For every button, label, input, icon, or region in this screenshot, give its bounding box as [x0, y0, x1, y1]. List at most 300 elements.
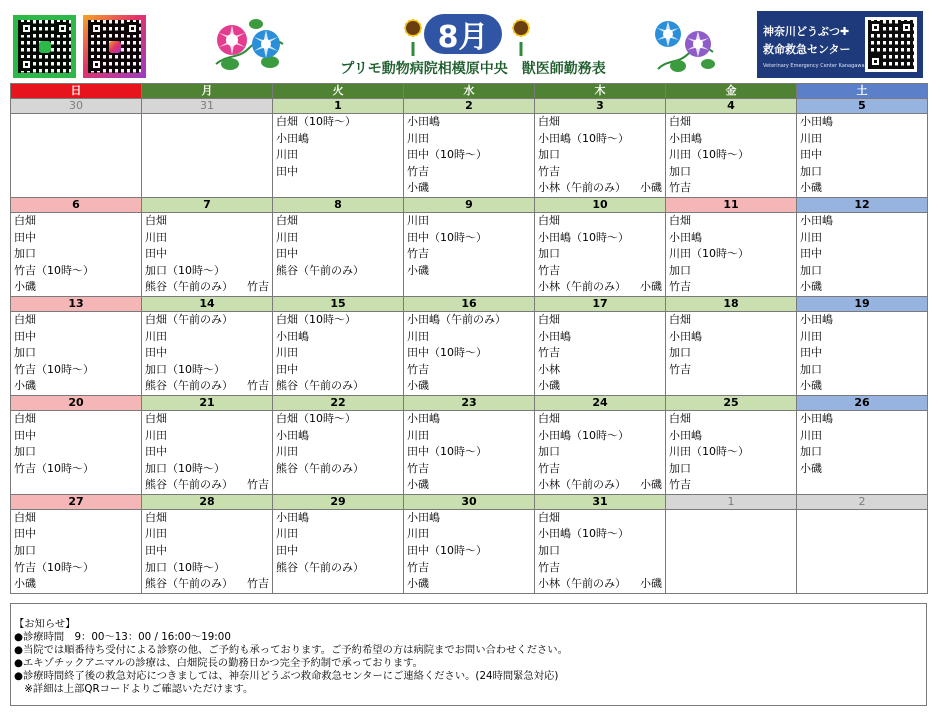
staff-name: 小磯 — [407, 478, 429, 492]
staff-entry — [273, 444, 403, 461]
staff-name: 小田嶋（10時～） — [538, 131, 629, 145]
staff-entry — [666, 131, 796, 148]
staff-name: 加口 — [538, 247, 560, 261]
notice-line: ●当院では順番待ち受付による診察の他、ご予約も承っております。ご予約希望の方は病院までお問い合わせください。 — [14, 644, 568, 656]
staff-name: 小田嶋 — [407, 115, 440, 128]
staff-name-secondary: 竹吉 — [247, 478, 269, 492]
staff-name-secondary: 小磯 — [640, 478, 662, 492]
staff-name: 川田 — [407, 329, 429, 343]
duty-calendar — [10, 83, 928, 594]
staff-name: 熊谷（午前のみ） — [145, 478, 233, 492]
emergency-center-qr-code[interactable] — [865, 17, 917, 72]
staff-entry — [11, 279, 141, 296]
staff-entry — [11, 411, 141, 428]
day-staff-cell — [404, 114, 535, 198]
day-staff-cell — [142, 509, 273, 593]
staff-entry — [273, 345, 403, 362]
staff-name-secondary: 小磯 — [640, 577, 662, 591]
staff-name: 熊谷（午前のみ） — [276, 560, 364, 574]
staff-name: 川田（10時～） — [669, 445, 749, 459]
staff-name: 竹吉 — [538, 263, 560, 277]
staff-entry — [535, 164, 665, 181]
staff-entry — [797, 312, 927, 329]
staff-name: 小磯 — [800, 461, 822, 475]
date-number-row — [11, 494, 928, 509]
staff-name: 熊谷（午前のみ） — [276, 263, 364, 277]
emergency-center-banner[interactable] — [757, 11, 923, 78]
staff-entry — [666, 230, 796, 247]
day-staff-cell — [535, 509, 666, 593]
staff-name: 白畑（10時～） — [276, 312, 356, 326]
staff-name: 白畑 — [669, 312, 691, 326]
date-number: 23 — [404, 395, 535, 410]
staff-entry — [535, 180, 665, 197]
staff-entry — [666, 444, 796, 461]
staff-entry — [404, 428, 534, 445]
staff-entry — [11, 312, 141, 329]
staff-name: 田中 — [276, 247, 298, 261]
staff-entry — [11, 329, 141, 346]
instagram-qr-code[interactable] — [83, 15, 146, 78]
staff-name: 竹吉 — [407, 247, 429, 261]
staff-name: 田中 — [800, 247, 822, 261]
staff-name: 熊谷（午前のみ） — [145, 379, 233, 393]
qr-pattern — [868, 20, 914, 69]
staff-entry — [666, 213, 796, 230]
staff-name: 田中 — [14, 230, 36, 244]
staff-entry — [535, 329, 665, 346]
staff-entry — [535, 213, 665, 230]
staff-name: 白畑 — [14, 312, 36, 326]
staff-name: 白畑 — [145, 213, 167, 227]
staff-entry — [273, 526, 403, 543]
staff-entry — [273, 378, 403, 395]
weekday-header-sun: 日 — [11, 84, 142, 99]
staff-name: 竹吉 — [538, 346, 560, 360]
staff-entry — [273, 411, 403, 428]
date-number: 19 — [797, 296, 928, 311]
staff-entry — [142, 477, 272, 494]
staff-entry — [797, 378, 927, 395]
weekday-header-tue: 火 — [273, 84, 404, 99]
staff-entry — [535, 312, 665, 329]
staff-name: 小田嶋 — [669, 131, 702, 145]
date-number: 20 — [11, 395, 142, 410]
staff-entry — [11, 246, 141, 263]
date-number: 17 — [535, 296, 666, 311]
staff-name: 川田（10時～） — [669, 247, 749, 261]
staff-entry — [404, 180, 534, 197]
staff-entry — [142, 576, 272, 593]
staff-name: 小磯 — [407, 181, 429, 195]
staff-name: 田中 — [276, 544, 298, 558]
staff-entry — [535, 526, 665, 543]
staff-entry — [142, 345, 272, 362]
staff-entry — [666, 428, 796, 445]
staff-entry — [797, 444, 927, 461]
staff-entry — [11, 378, 141, 395]
staff-name: 田中（10時～） — [407, 445, 487, 459]
staff-entry — [404, 560, 534, 577]
staff-entry — [797, 164, 927, 181]
date-number: 13 — [11, 296, 142, 311]
staff-entry — [11, 461, 141, 478]
staff-entry — [535, 230, 665, 247]
staff-name-secondary: 小磯 — [640, 181, 662, 195]
notice-heading: 【お知らせ】 — [14, 618, 76, 630]
staff-entry — [11, 263, 141, 280]
staff-entry — [273, 428, 403, 445]
staff-name: 小田嶋 — [276, 329, 309, 343]
staff-entry — [11, 230, 141, 247]
staff-name: 加口 — [800, 164, 822, 178]
staff-entry — [404, 362, 534, 379]
staff-name: 川田 — [407, 428, 429, 442]
staff-entry — [273, 543, 403, 560]
date-number-row — [11, 197, 928, 212]
staff-entry — [404, 345, 534, 362]
qr-pattern — [88, 20, 141, 73]
staff-name: 川田 — [800, 428, 822, 442]
date-number: 16 — [404, 296, 535, 311]
staff-entry — [273, 560, 403, 577]
staff-entry — [404, 510, 534, 527]
staff-name: 川田 — [145, 527, 167, 541]
staff-name: 小田嶋 — [276, 131, 309, 145]
staff-entry — [535, 461, 665, 478]
staff-name: 白畑 — [669, 411, 691, 425]
staff-name: 田中 — [145, 247, 167, 261]
staff-name: 竹吉 — [669, 181, 691, 195]
day-staff-cell — [666, 212, 797, 296]
date-number-row — [11, 296, 928, 311]
staff-name: 小田嶋 — [669, 329, 702, 343]
staff-entry — [404, 147, 534, 164]
staff-entry — [797, 230, 927, 247]
staff-entry — [11, 560, 141, 577]
day-staff-cell — [142, 114, 273, 198]
staff-entry — [797, 131, 927, 148]
page-title: プリモ動物病院相模原中央 獣医師勤務表 — [340, 61, 606, 77]
staff-entry — [11, 345, 141, 362]
staff-entry — [666, 329, 796, 346]
day-staff-cell — [273, 212, 404, 296]
staff-name: 加口 — [538, 445, 560, 459]
day-staff-cell — [11, 114, 142, 198]
day-staff-cell — [273, 509, 404, 593]
staff-row — [11, 114, 928, 198]
staff-name: 白畑 — [14, 510, 36, 524]
date-number: 21 — [142, 395, 273, 410]
staff-name: 田中 — [14, 527, 36, 541]
date-number: 1 — [273, 99, 404, 114]
staff-name: 竹吉 — [538, 461, 560, 475]
date-number-row — [11, 395, 928, 410]
staff-entry — [273, 114, 403, 131]
staff-entry — [142, 428, 272, 445]
staff-entry — [797, 362, 927, 379]
notice-line: ●診療時間 9：00～13：00 / 16:00～19:00 — [14, 631, 231, 643]
staff-entry — [273, 362, 403, 379]
day-staff-cell — [797, 114, 928, 198]
staff-name: 小田嶋 — [538, 329, 571, 343]
staff-name: 白畑 — [669, 213, 691, 227]
staff-name: 小磯 — [14, 379, 36, 393]
day-staff-cell — [273, 311, 404, 395]
date-number: 18 — [666, 296, 797, 311]
staff-entry — [797, 428, 927, 445]
day-staff-cell — [11, 212, 142, 296]
day-staff-cell — [535, 212, 666, 296]
staff-entry — [404, 263, 534, 280]
staff-entry — [142, 329, 272, 346]
staff-name: 小田嶋 — [276, 428, 309, 442]
staff-name: 小田嶋 — [800, 213, 833, 227]
morning-glory-illustration-left — [208, 14, 290, 76]
date-number: 15 — [273, 296, 404, 311]
staff-name: 竹吉 — [669, 478, 691, 492]
staff-name: 加口 — [14, 346, 36, 360]
staff-name: 加口 — [800, 445, 822, 459]
staff-name: 川田 — [800, 230, 822, 244]
staff-name: 小林 — [538, 362, 560, 376]
staff-name: 川田 — [145, 329, 167, 343]
staff-entry — [404, 378, 534, 395]
emergency-center-name — [763, 23, 851, 59]
date-number: 31 — [535, 494, 666, 509]
staff-name: 加口 — [669, 263, 691, 277]
date-number: 9 — [404, 197, 535, 212]
staff-entry — [797, 114, 927, 131]
staff-entry — [11, 543, 141, 560]
staff-entry — [797, 213, 927, 230]
staff-name: 竹吉（10時～） — [14, 560, 94, 574]
date-number: 28 — [142, 494, 273, 509]
staff-row — [11, 311, 928, 395]
staff-name: 小田嶋（午前のみ） — [407, 312, 506, 326]
staff-name: 白畑 — [538, 213, 560, 227]
day-staff-cell — [666, 410, 797, 494]
staff-entry — [666, 477, 796, 494]
date-number: 2 — [797, 494, 928, 509]
staff-entry — [666, 147, 796, 164]
staff-name: 田中 — [14, 428, 36, 442]
day-staff-cell — [797, 311, 928, 395]
staff-entry — [273, 312, 403, 329]
staff-name-secondary: 竹吉 — [247, 577, 269, 591]
staff-name: 竹吉 — [669, 362, 691, 376]
day-staff-cell — [142, 311, 273, 395]
staff-name: 加口（10時～） — [145, 461, 225, 475]
date-number: 12 — [797, 197, 928, 212]
day-staff-cell — [797, 212, 928, 296]
staff-name: 川田 — [800, 131, 822, 145]
day-staff-cell — [273, 410, 404, 494]
staff-name: 小田嶋 — [800, 115, 833, 128]
staff-entry — [535, 263, 665, 280]
staff-name: 竹吉（10時～） — [14, 362, 94, 376]
date-number: 24 — [535, 395, 666, 410]
staff-entry — [404, 461, 534, 478]
day-staff-cell — [666, 509, 797, 593]
staff-entry — [142, 560, 272, 577]
staff-entry — [666, 180, 796, 197]
staff-name: 竹吉 — [407, 560, 429, 574]
staff-entry — [535, 576, 665, 593]
staff-entry — [535, 345, 665, 362]
staff-name: 田中 — [276, 164, 298, 178]
staff-entry — [535, 147, 665, 164]
staff-entry — [797, 263, 927, 280]
staff-entry — [404, 543, 534, 560]
day-staff-cell — [797, 410, 928, 494]
staff-name: 川田 — [145, 230, 167, 244]
staff-entry — [797, 279, 927, 296]
staff-name: 竹吉 — [538, 560, 560, 574]
date-number: 22 — [273, 395, 404, 410]
day-staff-cell — [535, 311, 666, 395]
staff-name: 加口 — [14, 247, 36, 261]
staff-entry — [142, 461, 272, 478]
staff-name: 川田 — [276, 346, 298, 360]
date-number: 4 — [666, 99, 797, 114]
staff-name: 川田 — [276, 230, 298, 244]
staff-name: 小磯 — [14, 280, 36, 294]
staff-entry — [404, 131, 534, 148]
calendar-body — [11, 99, 928, 594]
staff-entry — [404, 329, 534, 346]
staff-name: 田中 — [276, 362, 298, 376]
staff-entry — [273, 213, 403, 230]
staff-entry — [535, 362, 665, 379]
staff-entry — [797, 329, 927, 346]
staff-name: 竹吉 — [669, 280, 691, 294]
page-header — [0, 0, 937, 82]
staff-name: 白畑 — [276, 213, 298, 227]
staff-name: 加口（10時～） — [145, 263, 225, 277]
day-staff-cell — [404, 509, 535, 593]
staff-name: 小田嶋 — [800, 411, 833, 425]
weekday-header-row — [11, 84, 928, 99]
month-badge: 8月 — [424, 14, 502, 54]
staff-entry — [535, 411, 665, 428]
date-number: 26 — [797, 395, 928, 410]
staff-entry — [11, 526, 141, 543]
staff-name: 小田嶋 — [800, 312, 833, 326]
staff-name: 小磯 — [407, 577, 429, 591]
day-staff-cell — [666, 114, 797, 198]
staff-entry — [666, 263, 796, 280]
staff-name: 小林（午前のみ） — [538, 280, 626, 294]
staff-name: 白畑 — [145, 411, 167, 425]
staff-entry — [535, 131, 665, 148]
staff-name: 川田 — [800, 329, 822, 343]
staff-entry — [142, 312, 272, 329]
date-number-row — [11, 99, 928, 114]
staff-name: 熊谷（午前のみ） — [145, 280, 233, 294]
staff-entry — [273, 230, 403, 247]
staff-entry — [404, 114, 534, 131]
staff-name: 白畑 — [669, 115, 691, 128]
date-number: 30 — [11, 99, 142, 114]
staff-entry — [404, 246, 534, 263]
staff-entry — [666, 312, 796, 329]
staff-entry — [535, 543, 665, 560]
staff-entry — [666, 246, 796, 263]
staff-name: 熊谷（午前のみ） — [276, 461, 364, 475]
staff-entry — [797, 345, 927, 362]
date-number: 14 — [142, 296, 273, 311]
staff-name-secondary: 竹吉 — [247, 379, 269, 393]
day-staff-cell — [11, 509, 142, 593]
staff-name: 白畑 — [14, 411, 36, 425]
staff-entry — [666, 345, 796, 362]
staff-entry — [142, 362, 272, 379]
date-number: 25 — [666, 395, 797, 410]
staff-name: 田中 — [145, 445, 167, 459]
staff-entry — [11, 213, 141, 230]
weekday-header-wed: 水 — [404, 84, 535, 99]
notice-box — [10, 603, 927, 706]
staff-name: 田中（10時～） — [407, 346, 487, 360]
staff-entry — [11, 510, 141, 527]
staff-row — [11, 509, 928, 593]
staff-name-secondary: 小磯 — [640, 280, 662, 294]
day-staff-cell — [142, 212, 273, 296]
staff-entry — [273, 131, 403, 148]
staff-entry — [142, 526, 272, 543]
staff-name: 白畑 — [145, 510, 167, 524]
staff-name: 白畑 — [14, 213, 36, 227]
staff-name: 白畑 — [538, 312, 560, 326]
staff-name: 田中 — [145, 346, 167, 360]
staff-name: 白畑（10時～） — [276, 411, 356, 425]
date-number: 11 — [666, 197, 797, 212]
staff-entry — [273, 329, 403, 346]
weekday-header-mon: 月 — [142, 84, 273, 99]
staff-entry — [535, 378, 665, 395]
staff-row — [11, 212, 928, 296]
staff-entry — [404, 312, 534, 329]
staff-row — [11, 410, 928, 494]
staff-entry — [404, 526, 534, 543]
staff-name: 加口 — [800, 362, 822, 376]
staff-name: 小磯 — [407, 379, 429, 393]
date-number: 8 — [273, 197, 404, 212]
day-staff-cell — [404, 311, 535, 395]
staff-name: 田中 — [800, 346, 822, 360]
staff-entry — [273, 147, 403, 164]
staff-entry — [797, 180, 927, 197]
day-staff-cell — [404, 410, 535, 494]
line-qr-code[interactable] — [13, 15, 76, 78]
staff-name: 白畑 — [538, 115, 560, 128]
staff-name: 小林（午前のみ） — [538, 181, 626, 195]
staff-entry — [142, 279, 272, 296]
weekday-header-fri: 金 — [666, 84, 797, 99]
staff-entry — [535, 114, 665, 131]
staff-name: 加口 — [800, 263, 822, 277]
staff-name: 熊谷（午前のみ） — [145, 577, 233, 591]
staff-name: 加口 — [669, 164, 691, 178]
staff-name: 白畑（10時～） — [276, 115, 356, 128]
date-number: 3 — [535, 99, 666, 114]
staff-entry — [666, 164, 796, 181]
staff-name: 加口 — [538, 148, 560, 162]
staff-entry — [404, 230, 534, 247]
staff-name: 川田 — [145, 428, 167, 442]
staff-name: 加口 — [669, 346, 691, 360]
